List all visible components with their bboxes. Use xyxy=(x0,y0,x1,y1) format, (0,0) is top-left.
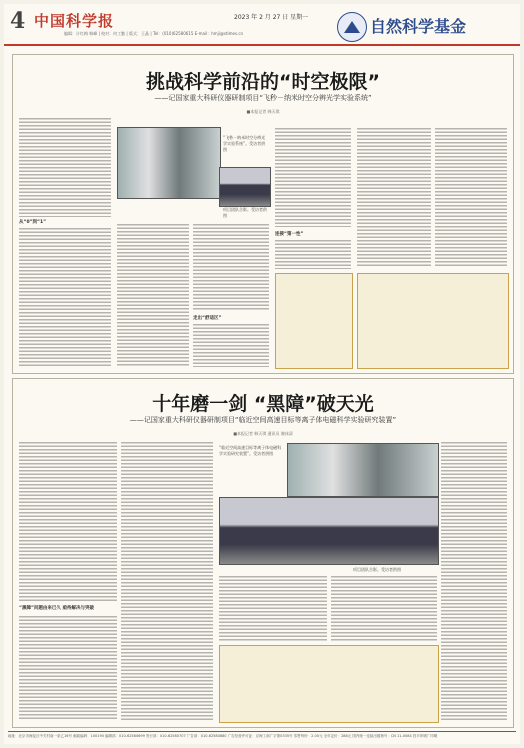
text-column xyxy=(331,575,437,641)
text-column xyxy=(193,323,269,367)
team-photo xyxy=(219,497,439,565)
masthead xyxy=(4,4,520,46)
issue-date: 2023 年 2 月 27 日 星期一 xyxy=(234,14,309,21)
footer-info: 地址：北京市海淀区中关村南一条乙16号 邮政编码：100190 编辑部：010-62580699 发行部：010-62580707 广告部：010-62580880 广告经营许可证：京海工商广字第0335号 零售每份：2.00元 全年定价：288元 国内统一连续出版物号：CN 11-0084 昌平印刷厂印刷 xyxy=(8,734,438,738)
text-column xyxy=(19,227,111,367)
text-column xyxy=(121,441,213,721)
text-column xyxy=(357,127,431,267)
photo-caption: “飞秒－纳米时空分辨光学实验系统”。受访者供图 xyxy=(223,135,266,152)
highlight-box xyxy=(275,273,353,369)
section-title: 自然科学基金 xyxy=(370,17,467,36)
article-subhead: ——记国家重大科研仪器研制项目“临近空间高速目标等离子体电磁科学实验研究装置” xyxy=(129,416,397,424)
text-column xyxy=(275,127,351,227)
text-column xyxy=(219,575,327,641)
lab-photo xyxy=(117,127,221,199)
nsfc-emblem-icon xyxy=(337,12,367,42)
article-headline: 挑战科学前沿的“时空极限” xyxy=(146,71,380,93)
article-byline: ■本报记者 韩天琪 通讯员 谢冰清 xyxy=(233,431,293,436)
team-photo xyxy=(219,167,271,207)
text-column xyxy=(19,441,117,601)
article-subheading: 连接“第一性” xyxy=(275,232,304,237)
newspaper-page xyxy=(4,4,520,744)
highlight-box xyxy=(357,273,509,369)
photo-caption: 项目团队合影。受访者供图 xyxy=(223,207,267,218)
text-column xyxy=(435,127,507,267)
article-headline: 十年磨一剑 “黑障”破天光 xyxy=(152,393,374,415)
text-column xyxy=(19,615,117,721)
text-column xyxy=(19,117,111,217)
paper-logo: 中国科学报 xyxy=(34,12,115,30)
highlight-box xyxy=(219,645,439,723)
article-subheading: “黑障”问题由来已久 亟待解决与突破 xyxy=(19,606,94,611)
article-blackout xyxy=(12,378,514,728)
text-column xyxy=(117,223,189,367)
article-time-limit xyxy=(12,54,514,374)
article-subheading: 从“0”到“1” xyxy=(19,220,47,225)
photo-caption: “临近空间高速目标等离子体电磁科学实验研究装置”。受访者供图 xyxy=(219,445,282,456)
article-subhead: ——记国家重大科研仪器研制项目“飞秒－纳米时空分辨光学实验系统” xyxy=(154,94,372,102)
article-byline: ■本报记者 韩天琪 xyxy=(246,109,280,114)
footer-rule xyxy=(8,731,516,732)
article-subheading: 走出“舒适区” xyxy=(193,316,222,321)
device-photo xyxy=(287,443,439,497)
text-column xyxy=(193,223,269,311)
text-column xyxy=(275,239,351,269)
text-column xyxy=(441,441,507,721)
page-number: 4 xyxy=(10,8,26,34)
photo-caption: 项目团队合影。受访者供图 xyxy=(353,567,401,572)
editor-contacts: 编辑：计红梅 韩峰 | 校对：何工勤 | 版式：王晶 | Tel：(010)62580615 E-mail：hmji@stimes.cn xyxy=(64,31,244,36)
